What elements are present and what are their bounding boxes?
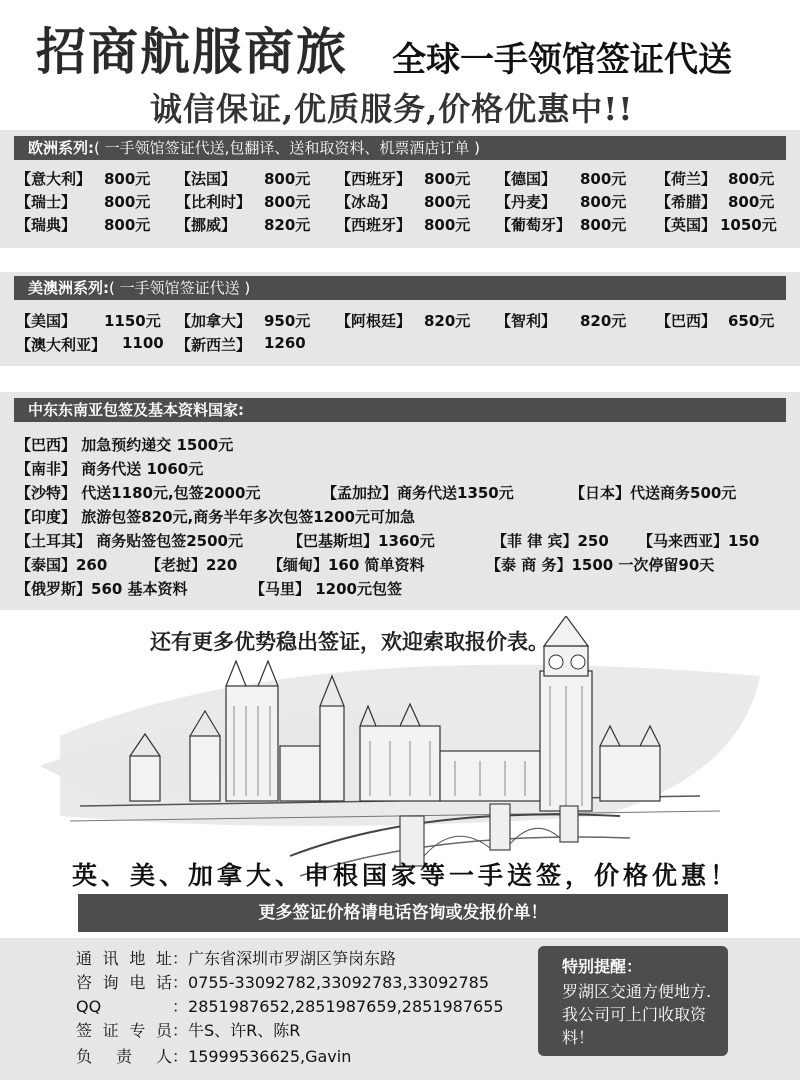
manager-label: 负责人: [76, 1047, 172, 1066]
agents-label: 签证专员: [76, 1021, 172, 1040]
notice-title: 特别提醒：: [562, 957, 643, 976]
address-value: 广东省深圳市罗湖区笋岗东路: [188, 949, 397, 968]
country-price: 1100: [122, 334, 164, 352]
country-name: 【法国】: [176, 170, 237, 188]
qq-value: 2851987652,2851987659,2851987655: [188, 997, 504, 1016]
qq-row: QQ ：2851987652,2851987659,2851987655: [76, 997, 504, 1016]
country-name: 【瑞典】: [16, 216, 77, 234]
country-name: 【澳大利亚】: [16, 336, 107, 354]
country-price: 820元: [580, 312, 627, 330]
visa-item: 【泰国】260: [16, 556, 108, 574]
cta-banner: 更多签证价格请电话咨询或发报价单！: [78, 894, 728, 932]
americas-section-title: [14, 276, 786, 300]
country-price: 820元: [264, 216, 311, 234]
visa-item: 【巴基斯坦】1360元: [288, 532, 435, 550]
mideast-section-title: [14, 398, 786, 422]
country-name: 【西班牙】: [336, 216, 412, 234]
manager-row: 负责人：15999536625,Gavin: [76, 1044, 351, 1067]
visa-item: 【俄罗斯】560 基本资料: [16, 580, 188, 598]
agents-value: 牛S、许R、陈R: [188, 1021, 301, 1040]
country-price: 800元: [264, 170, 311, 188]
americas-section: [0, 272, 800, 366]
europe-section: [0, 130, 800, 248]
country-price: 800元: [580, 193, 627, 211]
country-price: 800元: [424, 170, 471, 188]
country-name: 【挪威】: [176, 216, 237, 234]
notice-body: 罗湖区交通方便地方.我公司可上门收取资料！: [562, 982, 712, 1047]
country-name: 【美国】: [16, 312, 77, 330]
europe-section-title: [14, 136, 786, 160]
phone-row: 咨询电话：0755-33092782,33092783,33092785: [76, 970, 489, 993]
visa-item: 【日本】代送商务500元: [570, 484, 737, 502]
country-price: 950元: [264, 312, 311, 330]
country-price: 800元: [728, 193, 775, 211]
visa-item: 【巴西】 加急预约递交 1500元: [16, 436, 234, 454]
country-name: 【新西兰】: [176, 336, 252, 354]
europe-note: ( 一手领馆签证代送,包翻译、送和取资料、机票酒店订单 ): [94, 139, 481, 157]
phone-label: 咨询电话: [76, 973, 172, 992]
visa-item: 【孟加拉】商务代送1350元: [322, 484, 514, 502]
slogan: 诚信保证,优质服务,价格优惠中!!: [150, 90, 634, 128]
country-name: 【智利】: [496, 312, 557, 330]
visa-item: 【缅甸】160 简单资料: [268, 556, 425, 574]
country-price: 800元: [104, 193, 151, 211]
visa-item: 【马来西亚】150: [638, 532, 760, 550]
address-label: 通讯地址: [76, 949, 172, 968]
country-price: 1260: [264, 334, 306, 352]
visa-item: 【泰 商 务】1500 一次停留90天: [486, 556, 715, 574]
brand-name: 招商航服商旅: [36, 22, 348, 81]
country-name: 【阿根廷】: [336, 312, 412, 330]
agents-row: 签证专员：牛S、许R、陈R: [76, 1018, 300, 1041]
schengen-promo: 英、美、加拿大、申根国家等一手送签，价格优惠！: [72, 861, 740, 890]
country-name: 【冰岛】: [336, 193, 397, 211]
country-price: 820元: [424, 312, 471, 330]
country-price: 800元: [580, 216, 627, 234]
address-row: 通讯地址：广东省深圳市罗湖区笋岗东路: [76, 946, 396, 969]
europe-title: 欧洲系列:: [28, 139, 94, 157]
phone-value: 0755-33092782,33092783,33092785: [188, 973, 489, 992]
country-price: 800元: [424, 216, 471, 234]
country-price: 650元: [728, 312, 775, 330]
country-name: 【丹麦】: [496, 193, 557, 211]
country-name: 【巴西】: [656, 312, 717, 330]
visa-item: 【土耳其】 商务贴签包签2500元: [16, 532, 243, 550]
country-price: 800元: [728, 170, 775, 188]
country-price: 800元: [264, 193, 311, 211]
country-name: 【希腊】: [656, 193, 717, 211]
americas-note: ( 一手领馆签证代送 ): [109, 279, 251, 297]
country-price: 800元: [104, 216, 151, 234]
mideast-section: [0, 392, 800, 610]
country-name: 【德国】: [496, 170, 557, 188]
manager-value: 15999536625,Gavin: [188, 1047, 352, 1066]
visa-item: 【马里】 1200元包签: [250, 580, 402, 598]
country-price: 800元: [580, 170, 627, 188]
country-name: 【荷兰】: [656, 170, 717, 188]
header-subtitle: 全球一手领馆签证代送: [392, 40, 732, 80]
country-name: 【加拿大】: [176, 312, 252, 330]
country-name: 【比利时】: [176, 193, 252, 211]
country-price: 1150元: [104, 312, 161, 330]
country-price: 1050元: [720, 216, 777, 234]
mideast-title: 中东东南亚包签及基本资料国家:: [28, 401, 245, 419]
special-notice-box: [538, 946, 728, 1056]
visa-item: 【老挝】220: [146, 556, 238, 574]
country-name: 【葡萄牙】: [496, 216, 572, 234]
country-name: 【英国】: [656, 216, 717, 234]
visa-item: 【菲 律 宾】250: [492, 532, 609, 550]
more-advantage-text: 还有更多优势稳出签证，欢迎索取报价表。: [150, 629, 549, 654]
qq-label: QQ: [76, 997, 102, 1016]
visa-item: 【南非】 商务代送 1060元: [16, 460, 204, 478]
country-price: 800元: [424, 193, 471, 211]
country-name: 【瑞士】: [16, 193, 77, 211]
americas-title: 美澳洲系列:: [28, 279, 109, 297]
visa-item: 【沙特】 代送1180元,包签2000元: [16, 484, 261, 502]
visa-item: 【印度】 旅游包签820元,商务半年多次包签1200元可加急: [16, 508, 415, 526]
country-name: 【意大利】: [16, 170, 92, 188]
country-price: 800元: [104, 170, 151, 188]
country-name: 【西班牙】: [336, 170, 412, 188]
